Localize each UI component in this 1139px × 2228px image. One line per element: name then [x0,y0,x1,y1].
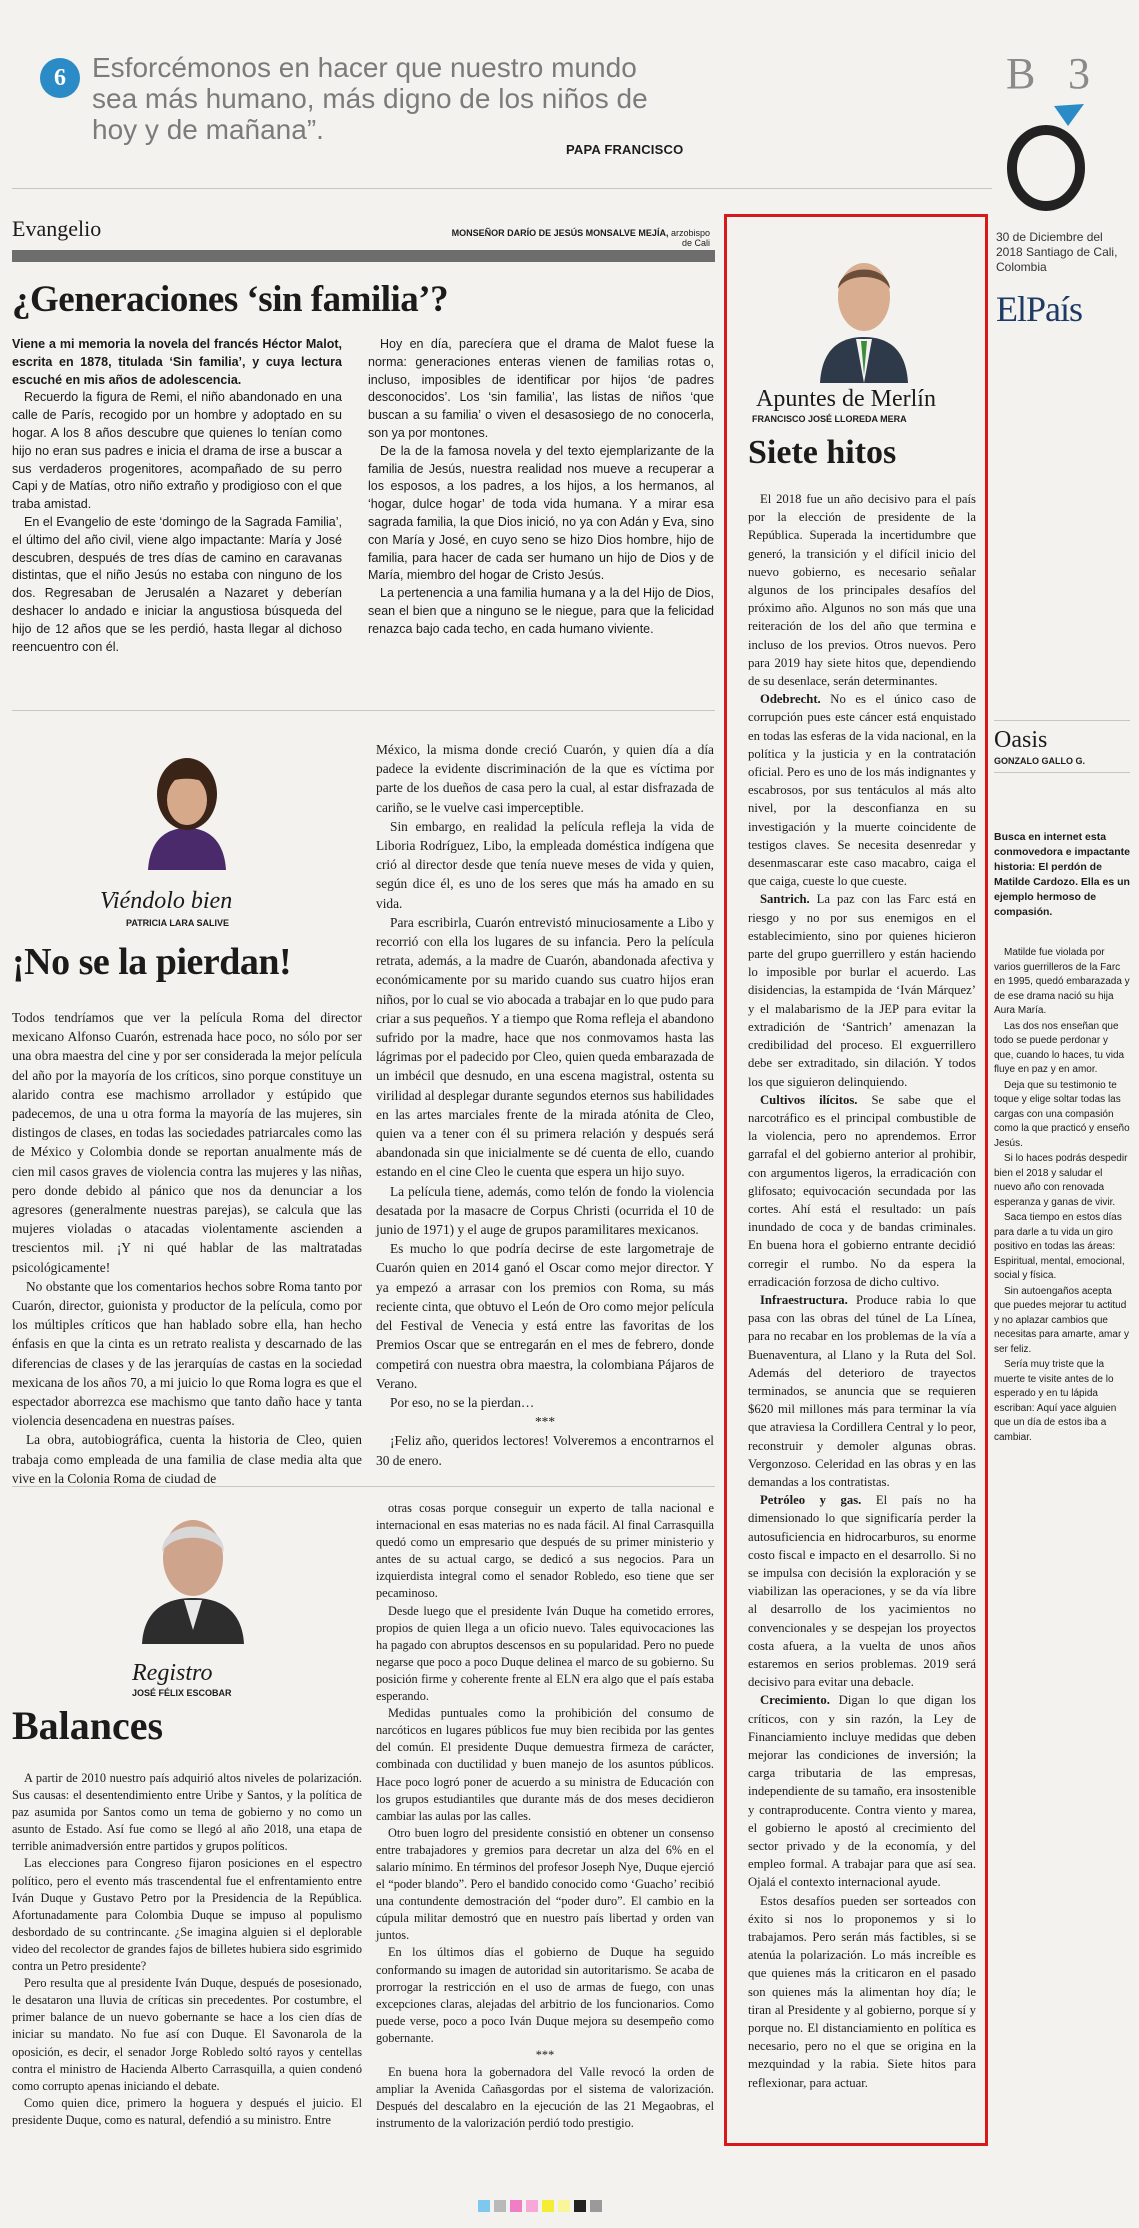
column-title-merlin: Apuntes de Merlín [756,386,936,412]
color-swatch [574,2200,586,2212]
evangelio-author: MONSEÑOR DARÍO DE JESÚS MONSALVE MEJÍA, arzobispo de Cali [451,228,710,248]
paragraph-lead: Petróleo y gas. [760,1493,862,1508]
registro-column-2 [376,1500,714,2132]
oasis-author: GONZALO GALLO G. [994,756,1085,766]
color-swatch [590,2200,602,2212]
paragraph: Cultivos ilícitos. Se sabe que el narcotráfico es el principal combustible de la violencia, pero no aprendemos. Error garrafal el del gobierno anterior al prohibir, con argumentos ligeros, la erradicación con glifosato; equivocación secundada por las cortes. Ahí está el resultado: un país inundado de coca y de bandas criminales. En buena hora el gobierno entrante decidió corregir el rumbo. No da espera la erradicación forzosa de dicho cultivo. [748,1092,976,1289]
paragraph: Infraestructura. Produce rabia lo que pasa con las obras del túnel de La Línea, para no recabar en los problemas de la vía a Buenaventura, al Llano y la Ruta del Sol. Además del deterioro de trayectos terminados, se anuncia que se requieren $620 mil millones más para terminar la vía que atraviesa la Cordillera Central y lo peor, reconstruir y demoler algunas obras. Vergonzoso. Celeridad en las obras y en las demandas a los contratistas. [748,1292,976,1489]
paragraph: A partir de 2010 nuestro país adquirió altos niveles de polarización. Sus causas: el desentendimiento entre Uribe y Santos, y la política de paz asumida por Santos como un tema de gobierno y no como un asunto de Estado. Así fue como se llegó al año 2018, una etapa de terrible animadversión entre partidos y grupos políticos. [12,1771,362,1854]
section-divider [12,710,715,711]
paragraph: Saca tiempo en estos días para darle a tu vida un giro positivo en todas las áreas: Espiritual, mental, emocional, social y física. [994,1212,1125,1281]
merlin-body [748,490,976,2092]
oasis-divider [994,720,1130,721]
separator-stars: *** [535,2048,555,2062]
oasis-body [994,946,1130,1446]
paragraph: Matilde fue violada por varios guerrilleros de la Farc en 1995, quedó embarazada y de ese drama nació su hija Aura María. [994,947,1130,1016]
paragraph: Todos tendríamos que ver la película Roma del director mexicano Alfonso Cuarón, estrenada hace poco, no sólo por ser una obra maestra del cine y por ser considerada la mejor película del año por la mayoría de los críticos, sino porque constituye un alarido contra ese machismo arrollador y estúpido que padecemos, de una u otra forma la mayoría de las mujeres, sin distingos de clases, en todas las sociedades patriarcales como las de México y Colombia donde se reportan anualmente más de cien mil casos graves de violencia contra las mujeres y las niñas, pero donde debido al pánico que nos da denunciar a los agresores (generalmente nuestras parejas), se calcula que las mujeres violadas o atacadas violentamente ascienden a trescientos mil. ¡Y ni qué hablar de las maltratadas psicológicamente! [12,1010,362,1275]
evangelio-column-1 [12,336,342,656]
paragraph: De la de la famosa novela y del texto ejemplarizante de la familia de Jesús, nuestra realidad nos mueve a recuperar a los esposos, a los padres, a los hijos, a los hermanos, al ‘hogar, dulce hogar’ de toda vida humana. Y a mirar esa sagrada familia, la que Dios inició, no ya con Adán y Eva, sino con María y José, en cuyo seno se hizo Dios hombre, hijo de familia, para hacer de cada ser humano un hijo de Dios y de María, miembro del hogar de Cristo Jesús. [368,443,714,583]
paragraph: La obra, autobiográfica, cuenta la historia de Cleo, quien trabaja como empleada de una familia de clase media alta que vive en la Colonia Roma de ciudad de [12,1432,362,1486]
paragraph: Viene a mi memoria la novela del francés Héctor Malot, escrita en 1878, titulada ‘Sin familia’, y cuya lectura escuché en mis años de adolescencia. [12,337,342,387]
column-title-viendolo: Viéndolo bien [100,888,233,914]
page-section-letter: B [1006,49,1037,98]
merlin-author: FRANCISCO JOSÉ LLOREDA MERA [752,414,907,424]
color-swatch [558,2200,570,2212]
paragraph-lead: Odebrecht. [760,692,821,707]
paragraph-lead: Infraestructura. [760,1292,848,1307]
section-bar [12,250,715,262]
color-swatch [478,2200,490,2212]
header-divider [12,188,992,189]
paragraph: El 2018 fue un año decisivo para el país por la elección de presidente de la República. Superada la incertidumbre que generó, la transición y el difícil inicio del nuevo gobierno, es necesario señalar algunos de los principales desafíos del próximo año. Algunos no son más que una reiteración de los del año que termina e incluso de los previos. Otros nuevos. Pero para 2019 hay siete hitos que, dependiendo de su desenlace, serán determinantes. [748,492,976,689]
paragraph: Si lo haces podrás despedir bien el 2018 y saludar el nuevo año con renovada esperanza y ganas de vivir. [994,1153,1128,1208]
color-swatch [542,2200,554,2212]
paragraph: Medidas puntuales como la prohibición del consumo de narcóticos en lugares públicos fue muy bien recibida por las gentes del común. El presidente Duque demuestra firmeza de carácter, combinada con ductilidad y buen manejo de los asuntos públicos. Hace poco logró poner de acuerdo a su ministra de Educación con los grupos estudiantiles que durante más de dos meses decidieron cambiar las aulas por las calles. [376,1706,714,1823]
merlin-headline: Siete hitos [748,434,897,471]
registro-author: JOSÉ FÉLIX ESCOBAR [132,1688,232,1698]
paragraph: La pertenencia a una familia humana y a la del Hijo de Dios, sean el bien que a ninguno se le niegue, para que la felicidad renazca bajo cada techo, en cada humano viviente. [368,586,714,636]
author-photo [128,742,246,870]
paragraph: En buena hora la gobernadora del Valle revocó la orden de ampliar la Avenida Cañasgordas por el sistema de valorización. Después del descalabro en la ejecución de las 21 Megaobras, el instrumento de la valorización perdió todo prestigio. [376,2065,714,2131]
paragraph: Las elecciones para Congreso fijaron posiciones en el espectro político, pero el evento más trascendental fue el enfrentamiento entre Iván Duque y Gustavo Petro por la Presidencia de la República. Afortunadamente para Colombia Duque se impuso al populismo desbordado de su contrincante. ¿Se imagina alguien si el deplorable video del recolector de grandes fajos de billetes hubiera sido esgrimido contra un Petro presidente? [12,1856,362,1974]
author-photo [128,1500,258,1644]
section-divider [12,1486,715,1487]
newspaper-brand: ElPaís [996,289,1083,329]
quote-number-badge: 6 [40,58,80,98]
paragraph: Otro buen logro del presidente consistió en obtener un consenso entre trabajadores y gremios para decretar un alza del 6% en el salario mínimo. En términos del profesor Joseph Nye, Duque ejerció el “poder blando”. Pero el bandido conocido como ‘Guacho’ recibió una contundente demostración del “poder duro”. El cambio en la cúpula militar demostró que en nuestro país libertad y orden van juntos. [376,1825,714,1943]
section-label-evangelio: Evangelio [12,216,102,241]
paragraph: Recuerdo la figura de Remi, el niño abandonado en una calle de París, recogido por un hombre y adoptado en su hogar. A los 8 años descubre que quienes lo tenían como hijo no eran sus padres e inicia el drama de irse a buscar a sus verdaderos progenitores, acompañado de su perro Capi y de Matías, otro niño extraño y prodigioso con el que traba amistad. [12,390,342,512]
paragraph: La película tiene, además, como telón de fondo la violencia desatada por la masacre de Corpus Christi (ocurrida el 10 de junio de 1971) y el auge de grupos paramilitares mexicanos. [376,1183,714,1238]
paragraph-lead: Santrich. [760,892,810,907]
paragraph: Las dos nos enseñan que todo se puede perdonar y que, cuando lo haces, tu vida fluye en paz y en amor. [994,1020,1125,1075]
paragraph: Es mucho lo que podría decirse de este largometraje de Cuarón quien en 2014 ganó el Oscar como mejor director. Y ya empezó a arrasar con los premios con Roma, su más reciente cinta, que obtuvo el León de Oro como mejor película del Festival de Venecia y está entre las favoritas de los Premios Oscar que se entregarán en el mes de febrero, donde competirá con nuestra obra maestra, la colombiana Pájaros de Verano. [376,1241,714,1391]
oasis-divider [994,772,1130,773]
paragraph: No obstante que los comentarios hechos sobre Roma tanto por Cuarón, director, guionista y productor de la película, como por los múltiples críticos que han hablado sobre ella, han hecho énfasis en que la cinta es un retrato realista y descarnado de las diferencias de clases y de las jerarquías de castas en la sociedad mexicana de los años 70, a mi juicio lo que Roma logra es que el espectador aborrezca ese machismo que tanto daño hace y tanta violencia desencadena en nuestras países. [12,1278,362,1429]
color-swatch [526,2200,538,2212]
evangelio-column-2 [368,336,714,639]
evangelio-headline: ¿Generaciones ‘sin familia’? [12,279,449,320]
paragraph: Desde luego que el presidente Iván Duque ha cometido errores, propios de quien llega a un oficio nuevo. Tales equivocaciones las ha pagado con abruptos descensos en su popularidad. Pero no puede negarse que poco a poco Duque delinea el marco de su gobierno. Su posición firme y coherente frente al ELN era algo que el país estaba esperando. [376,1603,714,1704]
paragraph: México, la misma donde creció Cuarón, y quien día a día padece la evidente discriminación de la que es víctima por parte de los dueños de casa pero la cual, al estar disfrazada de cariño, se le vuelve casi imperceptible. [376,742,714,815]
paragraph: Sin embargo, en realidad la película refleja la vida de Liboria Rodríguez, Libo, la empleada doméstica indígena que crió al director desde que tenía nueve meses de vida y quien, según dice él, es uno de los seres que más ha amado en su vida. [376,818,714,911]
registro-column-1 [12,1770,362,2129]
paragraph: Pero resulta que al presidente Iván Duque, después de posesionado, le desataron una lluvia de críticas sin precedentes. Por costumbre, el primer balance de un nuevo gobernante se hace a los cien días de iniciar su mandato. No fue así con Duque. El Savonarola de la oposición, es decir, el senador Jorge Robledo soltó rayos y centellas contra el ministro de Hacienda Alberto Carrasquilla, a quien condenó como corrupto apenas iniciando el debate. [12,1976,362,2093]
paragraph: otras cosas porque conseguir un experto de talla nacional e internacional en esas materias no es nada fácil. Al final Carrasquilla quedó como un empresario que después de su primer ministerio y antes de su actual cargo, se dedicó a sus negocios. Para un izquierdista integral como el senador Robledo, eso tiene que ser pecaminoso. [376,1501,714,1601]
date-line: 30 de Diciembre del 2018 Santiago de Cali, Colombia [996,230,1118,274]
paragraph: Estos desafíos pueden ser sorteados con éxito si nos lo proponemos y si lo trabajamos. Pero serán más factibles, si se atenúa la polarización. Lo más increíble es que quienes más la criticaron en el pasado son quienes más la alimentan hoy día; le tiran al Presidente y al gobierno, porque sí y porque no. El distanciamiento en política es necesario, pero no el que se origina en la mezquindad y la rabia. Siete hitos para reflexionar, para actuar. [748,1893,976,2090]
paragraph: En el Evangelio de este ‘domingo de la Sagrada Familia’, el último del año civil, viene algo impactante: María y José descubren, después de tres días de camino en caravanas distintas, que el niño Jesús no estaba con ninguno de los dos. Regresaban de Jerusalén a Nazaret y deberían deshacer lo andado e iniciar la angustiosa búsqueda del hijo de 12 años que se les perdió, hasta llegar al dichoso reencuentro con él. [12,514,342,654]
page-number: 3 [1068,49,1090,98]
viendolo-column-2 [376,740,714,1470]
paragraph: ¡Feliz año, queridos lectores! Volveremos a encontrarnos el 30 de enero. [376,1433,714,1468]
viendolo-author: PATRICIA LARA SALIVE [126,918,229,928]
opinion-section-logo [1002,102,1096,212]
quote-author: PAPA FRANCISCO [566,142,684,157]
paragraph: Santrich. La paz con las Farc está en riesgo y no por sus enemigos en el establecimiento, sino por quienes hicieron parte del grupo guerrillero y están haciendo lo imposible por burlar el acuerdo. Las disidencias, la estampida de ‘Iván Márquez’ y el malabarismo de la JEP para evitar la extradición de ‘Santrich’ amenazan la credibilidad del proceso. El exguerrillero debe ser extraditado, sin dilación. Y todos los que siguieron delinquiendo. [748,892,976,1089]
paragraph: Petróleo y gas. El país no ha dimensionado lo que significaría perder la autosuficiencia en hidrocarburos, su enorme costo fiscal e impacto en el desarrollo. Si no se impulsa con decisión la exploración y se viabilizan las operaciones, y se da vía libre al desarrollo de los yacimientos no convencionales y se despejan los proyectos costa afuera, a la vuelta de unos años estaremos en serios problemas. 2019 será decisivo para evitar una debacle. [748,1493,976,1690]
paragraph-lead: Crecimiento. [760,1693,830,1708]
paragraph: Por eso, no se la pierdan… [390,1394,535,1410]
viendolo-column-1 [12,1008,362,1488]
color-swatch [510,2200,522,2212]
paragraph: Odebrecht. No es el único caso de corrupción pues este cáncer está enquistado en todas las esferas de la vida nacional, en la política y la justicia y en la contratación oficial. Pero es uno de los más indignantes y escabrosos, por sus tentáculos al más alto nivel, por la desconfianza en su investigación y la muerte coincidente de testigos claves. Se necesita desenredar y desenmascarar este caso macabro, caiga el que caiga, cueste lo que cueste. [748,692,976,889]
color-swatch [494,2200,506,2212]
registro-headline: Balances [12,1703,164,1748]
paragraph-lead: Cultivos ilícitos. [760,1092,858,1107]
oasis-lead: Busca en internet esta conmovedora e impactante historia: El perdón de Matilde Cardozo. Ella es un ejemplo hermoso de compasión. [994,831,1130,918]
quote-text: Esforcémonos en hacer que nuestro mundo sea más humano, más digno de los niños de hoy y de mañana”. [92,52,648,145]
paragraph: Como quien dice, primero la hoguera y después el juicio. El presidente Duque, como es natural, defendió a su ministro. Entre [12,2095,362,2127]
paragraph: En los últimos días el gobierno de Duque ha seguido conformando su imagen de autoridad sin autoritarismo. Se acaba de prorrogar la restricción en el uso de armas de fuego, con unas excepciones claras, alejadas del arbitrio de los funcionarios. Como puede verse, poco a poco Iván Duque mejora su desempeño como gobernante. [376,1945,714,2045]
paragraph: Sin autoengaños acepta que puedes mejorar tu actitud y no aplazar cambios que necesitas para amarte, amar y ser feliz. [994,1285,1130,1355]
paragraph: Hoy en día, parecíera que el drama de Malot fuese la norma: generaciones enteras vienen de familias rotas o, incluso, imposibles de identificar por hijos ‘de padres desconocidos’. Los ‘sin familia’, las listas de niños ‘que buscan a su familia’ o viven el desasosiego de no conocerla, son ya por montones. [368,337,714,440]
viendolo-headline: ¡No se la pierdan! [12,941,292,983]
author-photo [812,243,916,383]
column-title-oasis: Oasis [994,727,1048,753]
paragraph: Sería muy triste que la muerte te visite antes de lo esperado y en tu lápida escriban: Aquí yace alguien que un día de estos iba a cambiar. [994,1359,1117,1443]
paragraph: Deja que su testimonio te toque y elige soltar todas las cargas con una compasión como la que practicó y enseño Jesús. [994,1079,1130,1149]
paragraph: Para escribirla, Cuarón entrevistó minuciosamente a Libo y recorrió con ella los lugares de su infancia. Pero la película retrata, además, a la madre de Cuarón, abandonada afectiva y económicamente por su marido cuando sus cuatro hijos eran niños, por lo cual se vio abocada a trabajar en lo que pudo para criar a sus pequeños. Y a tiempo que Roma refleja el abandono sufrido por la madre, hace que nos conmovamos hasta las lágrimas por el padecido por Cleo, quien queda embarazada de un imbécil que desnudo, en una escena magistral, ostenta su virilidad al desplegar durante segundos eternos sus habilidades en las artes marciales frente de la mirada atónita de Cleo, quien va a tener con él su primera relación y después será abandonada sin que inicialmente se dé cuenta de ello, cuando estando en el cine Cleo le cuenta que espera un hijo suyo. [376,914,714,1180]
separator-stars: *** [534,1414,556,1430]
paragraph: Crecimiento. Digan lo que digan los críticos, con y sin razón, la Ley de Financiamiento incluye medidas que deben mejorar las condiciones de inversión; la carga tributaria de las empresas, independiente de su tamaño, era insostenible y contraproducente. Contra viento y marea, el gobierno le apostó al crecimiento del sector privado y de la economía, y del empleo formal. A trabajar para que así sea. Ojalá el contexto internacional ayude. [748,1693,976,1890]
column-title-registro: Registro [132,1660,213,1686]
